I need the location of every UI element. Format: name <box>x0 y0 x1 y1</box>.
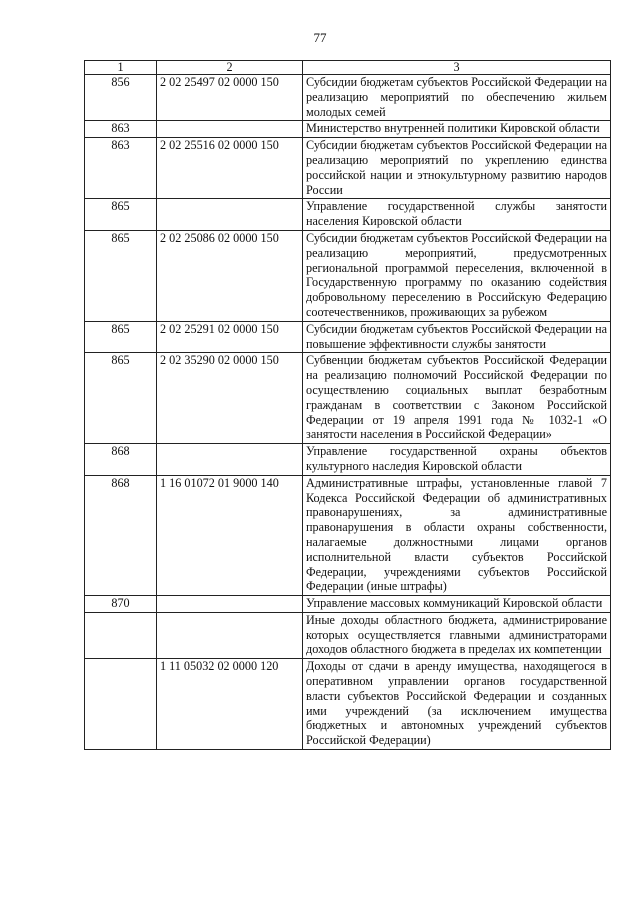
table-row <box>85 321 611 353</box>
table-row <box>85 444 611 476</box>
admin-code-cell: 865 <box>85 321 157 353</box>
table-row <box>85 353 611 444</box>
revenue-code-cell <box>157 121 303 138</box>
table-row <box>85 75 611 121</box>
revenue-code-cell <box>157 596 303 613</box>
revenue-name-cell: Управление государственной охраны объектов культурного наследия Кировской области <box>303 444 611 476</box>
table-body <box>85 75 611 750</box>
revenue-code-cell: 1 11 05032 02 0000 120 <box>157 659 303 750</box>
revenue-code-cell: 2 02 35290 02 0000 150 <box>157 353 303 444</box>
revenue-name-cell: Министерство внутренней политики Кировской области <box>303 121 611 138</box>
table-row <box>85 659 611 750</box>
revenue-name-cell: Субсидии бюджетам субъектов Российской Федерации на реализацию мероприятий по укреплению единства российской нации и этнокультурному развитию народов России <box>303 138 611 199</box>
table-row <box>85 199 611 231</box>
table-row <box>85 612 611 658</box>
admin-code-cell: 865 <box>85 230 157 321</box>
admin-code-cell: 865 <box>85 353 157 444</box>
revenue-name-cell: Субсидии бюджетам субъектов Российской Федерации на реализацию мероприятий, предусмотренных региональной программой переселения, включенной в Государственную программу по оказанию содействия добровольному переселению в Российскую Федерацию соотечественников, проживающих за рубежом <box>303 230 611 321</box>
revenue-code-cell <box>157 444 303 476</box>
revenue-name-cell: Административные штрафы, установленные главой 7 Кодекса Российской Федерации об административных правонарушениях, за административные правонарушения в области охраны собственности, налагаемые должностными лицами органов исполнительной власти субъектов Российской Федерации, учреждениями субъектов Российской Федерации (иные штрафы) <box>303 475 611 595</box>
table-row <box>85 475 611 595</box>
column-header-2: 2 <box>157 61 303 75</box>
revenue-name-cell: Иные доходы областного бюджета, администрирование которых осуществляется главными администраторами доходов областного бюджета в пределах их компетенции <box>303 612 611 658</box>
table-row <box>85 596 611 613</box>
revenue-name-cell: Управление массовых коммуникаций Кировской области <box>303 596 611 613</box>
revenue-code-cell <box>157 199 303 231</box>
revenue-code-cell <box>157 612 303 658</box>
table-row <box>85 138 611 199</box>
header-row <box>85 61 611 75</box>
table-row <box>85 230 611 321</box>
admin-code-cell <box>85 659 157 750</box>
column-header-1: 1 <box>85 61 157 75</box>
revenue-name-cell: Управление государственной службы занятости населения Кировской области <box>303 199 611 231</box>
revenue-code-cell: 2 02 25497 02 0000 150 <box>157 75 303 121</box>
table-header <box>85 61 611 75</box>
admin-code-cell: 865 <box>85 199 157 231</box>
revenue-name-cell: Субвенции бюджетам субъектов Российской Федерации на реализацию полномочий Российской Федерации по осуществлению социальных выплат безработным гражданам в соответствии с Законом Российской Федерации от 19 апреля 1991 года № 1032-1 «О занятости населения в Российской Федерации» <box>303 353 611 444</box>
revenue-code-cell: 1 16 01072 01 9000 140 <box>157 475 303 595</box>
admin-code-cell: 868 <box>85 475 157 595</box>
revenue-administrators-table <box>84 60 611 750</box>
admin-code-cell: 856 <box>85 75 157 121</box>
revenue-code-cell: 2 02 25516 02 0000 150 <box>157 138 303 199</box>
revenue-code-cell: 2 02 25086 02 0000 150 <box>157 230 303 321</box>
revenue-name-cell: Субсидии бюджетам субъектов Российской Федерации на повышение эффективности службы занятости <box>303 321 611 353</box>
page-number: 77 <box>313 30 327 45</box>
admin-code-cell: 870 <box>85 596 157 613</box>
admin-code-cell: 868 <box>85 444 157 476</box>
revenue-name-cell: Доходы от сдачи в аренду имущества, находящегося в оперативном управлении органов государственной власти субъектов Российской Федерации и созданных ими учреждений (за исключением имущества бюджетных и автономных учреждений субъектов Российской Федерации) <box>303 659 611 750</box>
revenue-code-cell: 2 02 25291 02 0000 150 <box>157 321 303 353</box>
table-row <box>85 121 611 138</box>
column-header-3: 3 <box>303 61 611 75</box>
revenue-name-cell: Субсидии бюджетам субъектов Российской Федерации на реализацию мероприятий по обеспечению жильем молодых семей <box>303 75 611 121</box>
admin-code-cell: 863 <box>85 121 157 138</box>
admin-code-cell <box>85 612 157 658</box>
admin-code-cell: 863 <box>85 138 157 199</box>
